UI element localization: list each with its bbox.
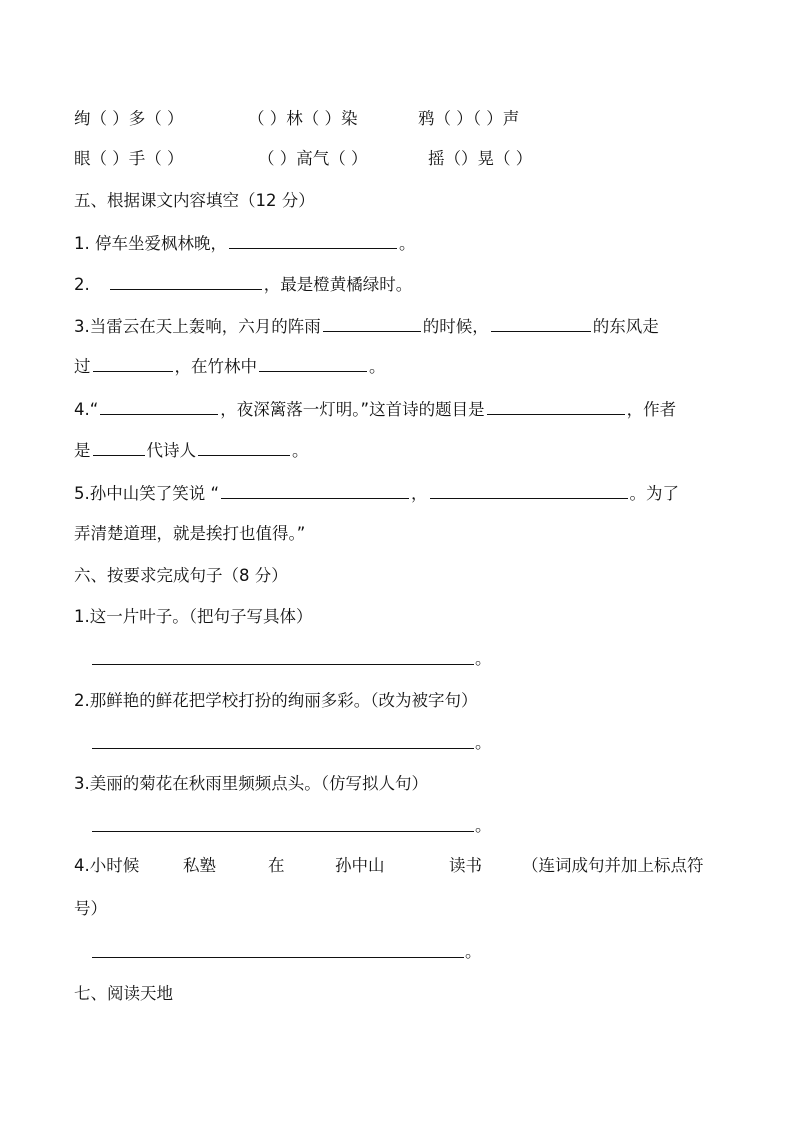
section-7-title: 七、阅读天地: [74, 984, 173, 1003]
s5-q3-c: 的东风走: [592, 317, 659, 336]
s5-q4-line2: [74, 439, 309, 462]
s6-q2-period: 。: [475, 733, 492, 752]
idiom-2-3: 摇（）晃（ ）: [428, 149, 533, 168]
s5-q3-b: 的时候，: [422, 317, 489, 336]
s6-q2-answer-line[interactable]: [92, 748, 474, 749]
section-6-title: 六、按要求完成句子（8 分）: [74, 566, 288, 585]
idiom-1-1: 绚（ ）多（ ）: [74, 109, 184, 128]
s5-q3-d: 过: [74, 357, 91, 376]
s5-q4-blank3[interactable]: [93, 439, 145, 456]
s5-q4-f: 。: [292, 441, 309, 460]
s5-q1-text: 1. 停车坐爱枫林晚，: [74, 234, 227, 253]
s5-q2: [74, 273, 412, 296]
s5-q4-blank2[interactable]: [487, 398, 625, 415]
s5-q5-line1: [74, 482, 679, 505]
s5-q2-num: 2.: [74, 275, 90, 294]
idiom-2-2: （ ）高气（ ）: [258, 149, 368, 168]
s5-q5-blank1[interactable]: [221, 482, 409, 499]
s5-q4-a: 4.“: [74, 400, 99, 419]
s6-q4-word-3: 在: [268, 856, 285, 875]
s5-q3-blank1[interactable]: [323, 315, 421, 332]
s6-q1: 1.这一片叶子。（把句子写具体）: [74, 607, 313, 626]
s5-q3-blank4[interactable]: [259, 355, 367, 372]
s5-q4-e: 代诗人: [146, 441, 196, 460]
s6-q4-word-1: 4.小时候: [74, 856, 140, 875]
s6-q4-word-2: 私塾: [183, 856, 216, 875]
s5-q2-text: ，最是橙黄橘绿时。: [263, 275, 413, 294]
s6-q3-period: 。: [475, 816, 492, 835]
s5-q5-blank2[interactable]: [430, 482, 628, 499]
s5-q5-b: ，: [411, 484, 428, 503]
s6-q1-period: 。: [475, 649, 492, 668]
s6-q4-period: 。: [465, 942, 482, 961]
s5-q3-line1: [74, 315, 659, 338]
s5-q3-e: ，在竹林中: [174, 357, 257, 376]
s6-q1-answer-line[interactable]: [92, 664, 474, 665]
s6-q2: 2.那鲜艳的鲜花把学校打扮的绚丽多彩。（改为被字句）: [74, 691, 478, 710]
s6-q4-word-4: 孙中山: [335, 856, 385, 875]
s5-q3-blank2[interactable]: [491, 315, 591, 332]
s5-q3-a: 3.当雷云在天上轰响，六月的阵雨: [74, 317, 321, 336]
s5-q5-a: 5.孙中山笑了笑说 “: [74, 484, 220, 503]
s5-q3-line2: [74, 355, 386, 378]
s6-q4-instruction-cont: 号）: [74, 899, 107, 918]
s5-q4-b: ，夜深篱落一灯明。”这首诗的题目是: [220, 400, 485, 419]
s5-q5-c: 。为了: [629, 484, 680, 503]
s5-q3-f: 。: [369, 357, 386, 376]
s5-q4-blank4[interactable]: [198, 439, 290, 456]
idiom-1-3: 鸦（ ）（ ）声: [418, 109, 520, 128]
s5-q1: [74, 232, 416, 255]
idiom-2-1: 眼（ ）手（ ）: [74, 149, 184, 168]
idiom-1-2: （ ）林（ ）染: [248, 109, 358, 128]
s5-q4-line1: [74, 398, 676, 421]
s6-q3-answer-line[interactable]: [92, 831, 474, 832]
s5-q4-blank1[interactable]: [100, 398, 218, 415]
s6-q4-word-5: 读书: [449, 856, 482, 875]
s6-q4-instruction: （连词成句并加上标点符: [522, 856, 704, 875]
section-5-title: 五、根据课文内容填空（12 分）: [74, 191, 315, 210]
s5-q2-blank[interactable]: [110, 273, 262, 290]
s5-q1-end: 。: [399, 234, 416, 253]
s6-q3: 3.美丽的菊花在秋雨里频频点头。（仿写拟人句）: [74, 774, 428, 793]
s5-q1-blank[interactable]: [229, 232, 397, 249]
s5-q4-d: 是: [74, 441, 91, 460]
s5-q3-blank3[interactable]: [93, 355, 173, 372]
s6-q4-answer-line[interactable]: [92, 957, 464, 958]
s5-q5-line2: 弄清楚道理，就是挨打也值得。”: [74, 524, 306, 543]
s5-q4-c: ，作者: [626, 400, 677, 419]
